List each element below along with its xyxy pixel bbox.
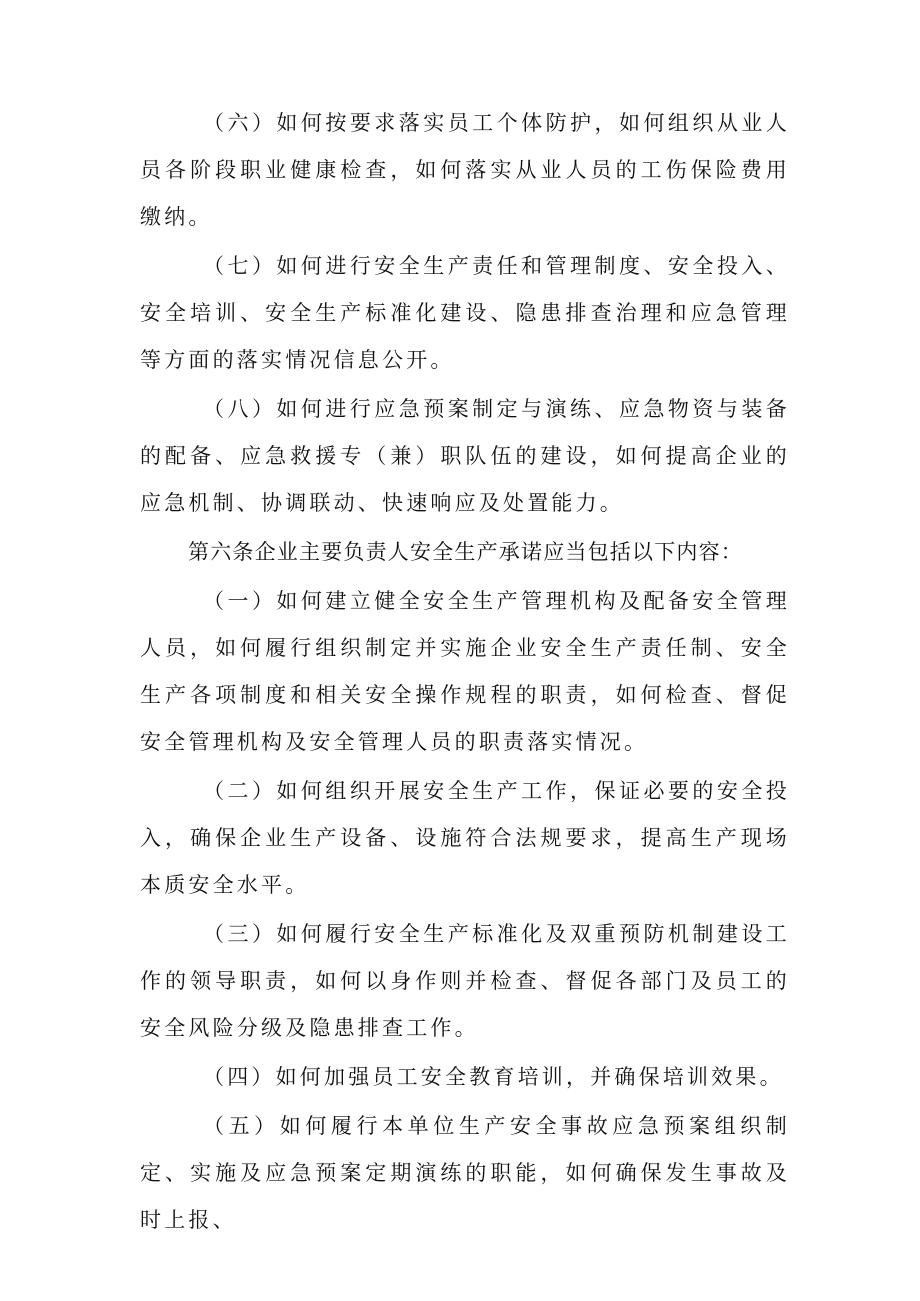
paragraph-item-8: （八）如何进行应急预案制定与演练、应急物资与装备的配备、应急救援专（兼）职队伍的建设，如何提高企业的应急机制、协调联动、快速响应及处置能力。 [140, 397, 790, 515]
article-6-heading: 第六条企业主要负责人安全生产承诺应当包括以下内容： [188, 540, 743, 564]
paragraph-item-5: （五）如何履行本单位生产安全事故应急预案组织制定、实施及应急预案定期演练的职能，如何确保发生事故及时上报、 [140, 1114, 790, 1232]
paragraph-item-2: （二）如何组织开展安全生产工作，保证必要的安全投入，确保企业生产设备、设施符合法规要求，提高生产现场本质安全水平。 [140, 779, 790, 897]
paragraph-item-4: （四）如何加强员工安全教育培训，并确保培训效果。 [203, 1065, 784, 1089]
document-body [140, 100, 790, 1246]
paragraph-item-7: （七）如何进行安全生产责任和管理制度、安全投入、安全培训、安全生产标准化建设、隐患排查治理和应急管理等方面的落实情况信息公开。 [140, 254, 790, 372]
paragraph-item-6: （六）如何按要求落实员工个体防护，如何组织从业人员各阶段职业健康检查，如何落实从业人员的工伤保险费用缴纳。 [140, 111, 790, 229]
paragraph-item-1: （一）如何建立健全安全生产管理机构及配备安全管理人员，如何履行组织制定并实施企业安全生产责任制、安全生产各项制度和相关安全操作规程的职责，如何检查、督促安全管理机构及安全管理人员的职责落实情况。 [140, 589, 790, 754]
paragraph-item-3: （三）如何履行安全生产标准化及双重预防机制建设工作的领导职责，如何以身作则并检查、督促各部门及员工的安全风险分级及隐患排查工作。 [140, 922, 790, 1040]
